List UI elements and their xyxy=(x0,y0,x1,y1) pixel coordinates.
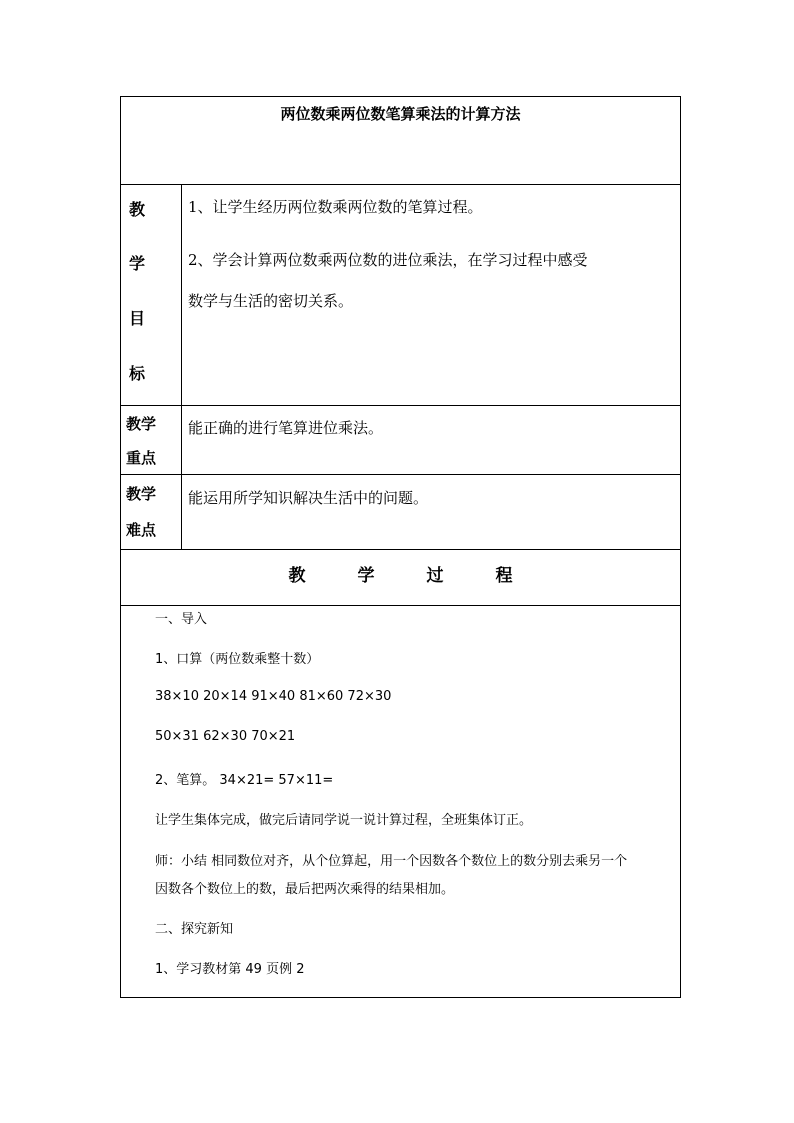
difficulty-label-line: 难点 xyxy=(126,521,157,539)
difficulty-label-line: 教学 xyxy=(126,485,157,503)
objective-2-cont: 数学与生活的密切关系。 xyxy=(188,292,354,310)
key-point-row xyxy=(121,406,680,475)
lesson-plan-table xyxy=(120,96,681,998)
summary-line-1: 师：小结 相同数位对齐，从个位算起，用一个因数各个数位上的数分别去乘另一个 xyxy=(155,854,628,869)
section-explore: 二、探究新知 xyxy=(155,922,234,937)
objective-2: 2、学会计算两位数乘两位数的进位乘法，在学习过程中感受 xyxy=(188,251,588,269)
calc-row-2: 50×31 62×30 70×21 xyxy=(155,729,296,744)
column-divider xyxy=(181,475,182,549)
key-point-label xyxy=(126,409,156,473)
objectives-row xyxy=(121,185,680,406)
key-point-label-line: 教学 xyxy=(126,415,157,433)
page-title: 两位数乘两位数笔算乘法的计算方法 xyxy=(280,105,521,123)
key-point-text: 能正确的进行笔算进位乘法。 xyxy=(188,419,384,437)
objectives-label-char: 标 xyxy=(129,364,146,383)
oral-calc-item: 1、口算（两位数乘整十数） xyxy=(155,652,320,667)
column-divider xyxy=(181,406,182,474)
instruction-text: 让学生集体完成，做完后请同学说一说计算过程，全班集体订正。 xyxy=(155,813,533,828)
difficulty-row xyxy=(121,475,680,550)
process-header-char: 学 xyxy=(357,566,375,586)
difficulty-text: 能运用所学知识解决生活中的问题。 xyxy=(188,489,429,507)
objective-1: 1、让学生经历两位数乘两位数的笔算过程。 xyxy=(188,198,483,216)
objectives-label-char: 学 xyxy=(129,254,146,273)
process-header xyxy=(121,561,680,586)
objectives-label-char: 教 xyxy=(129,200,146,219)
objectives-label-char: 目 xyxy=(129,309,146,328)
key-point-label-line: 重点 xyxy=(126,449,157,467)
title-row xyxy=(121,97,680,185)
process-header-char: 过 xyxy=(426,566,444,586)
process-header-row xyxy=(121,550,680,606)
textbook-item: 1、学习教材第 49 页例 2 xyxy=(155,962,305,977)
process-header-char: 程 xyxy=(495,566,513,586)
column-divider xyxy=(181,185,182,405)
section-intro: 一、导入 xyxy=(155,612,208,627)
summary-line-2: 因数各个数位上的数，最后把两次乘得的结果相加。 xyxy=(155,882,455,897)
difficulty-label xyxy=(126,479,156,545)
process-header-char: 教 xyxy=(288,566,306,586)
calc-row-1: 38×10 20×14 91×40 81×60 72×30 xyxy=(155,689,392,704)
written-calc-item: 2、笔算。 34×21= 57×11= xyxy=(155,773,334,788)
